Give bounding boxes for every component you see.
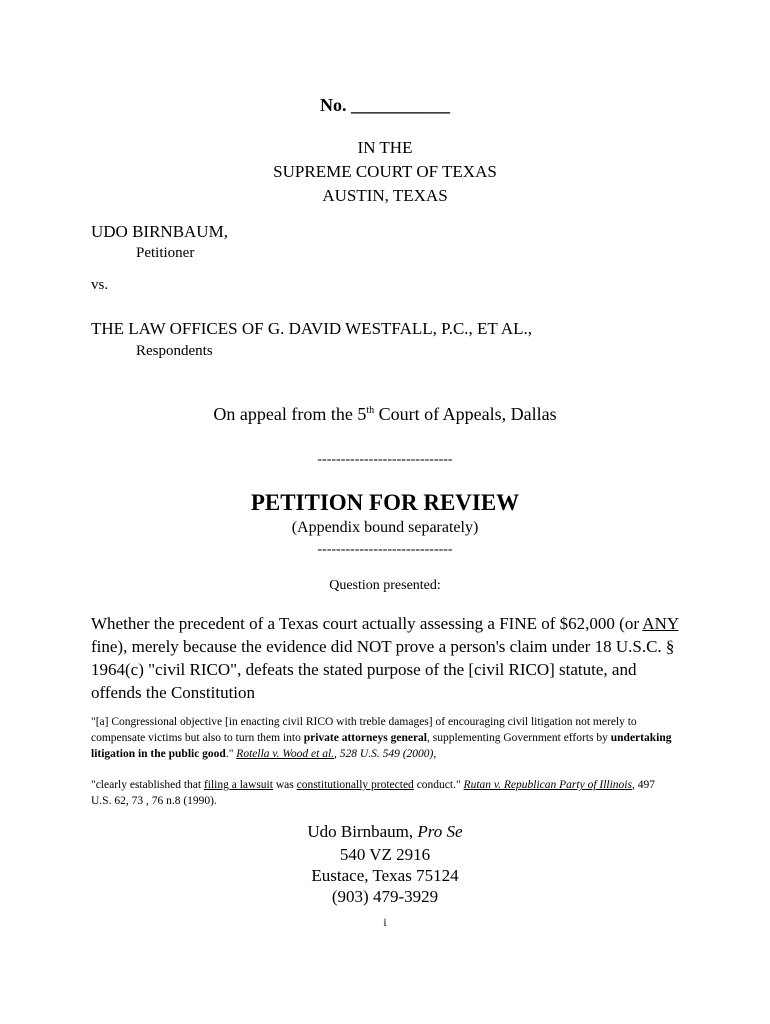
petitioner-name: UDO BIRNBAUM, xyxy=(91,222,228,241)
quote1-citation-rest: , 528 U.S. 549 (2000), xyxy=(334,748,437,760)
quote-rutan xyxy=(91,777,671,809)
document-subtitle: (Appendix bound separately) xyxy=(291,519,479,536)
question-label: Question presented: xyxy=(329,578,441,593)
quote1-bold-1: private attorneys general xyxy=(303,732,427,744)
court-line-1: IN THE xyxy=(357,138,413,157)
respondent-name: THE LAW OFFICES OF G. DAVID WESTFALL, P.C., ET AL., xyxy=(91,319,532,338)
divider-top: ----------------------------- xyxy=(317,452,453,467)
quote2-text-3: conduct." xyxy=(413,779,464,791)
appeal-suffix: Court of Appeals, Dallas xyxy=(374,404,557,424)
quote2-underline-2: constitutionally protected xyxy=(296,779,414,791)
quote2-text-1: "clearly established that xyxy=(91,779,204,791)
document-title: PETITION FOR REVIEW xyxy=(250,490,520,515)
court-line-2: SUPREME COURT OF TEXAS xyxy=(273,162,497,181)
quote-rotella xyxy=(91,714,681,762)
versus-label: vs. xyxy=(91,277,109,293)
case-number: No. ___________ xyxy=(320,95,450,115)
quote1-text-3: ." xyxy=(225,748,237,760)
question-part-1: Whether the precedent of a Texas court actually assessing a FINE of $62,000 (or xyxy=(91,614,643,633)
signature-name-line xyxy=(0,822,770,842)
quote2-citation-rest: , 497 U.S. 62, 73 , 76 n.8 (1990). xyxy=(91,779,655,807)
question-any: ANY xyxy=(642,614,679,633)
quote1-text-1: "[a] Congressional objective [in enacting civil RICO with treble damages] of encouraging civil litigation not merely to compensate victims but also to turn them into xyxy=(91,716,637,744)
signature-phone: (903) 479-3929 xyxy=(331,887,439,906)
signature-address: 540 VZ 2916 xyxy=(339,845,431,864)
court-line-3: AUSTIN, TEXAS xyxy=(322,186,448,205)
question-part-2: fine), merely because the evidence did NOT prove a person's claim under 18 U.S.C. § 1964(c) "civil RICO", defeats the stated purpose of the [civil RICO] statute, and offends the Constitution xyxy=(91,637,675,702)
question-text xyxy=(91,612,681,704)
quote1-text-2: , supplementing Government efforts by xyxy=(427,732,611,744)
appeal-line xyxy=(0,404,770,425)
signature-role: Pro Se xyxy=(417,822,463,841)
signature-city: Eustace, Texas 75124 xyxy=(311,866,459,885)
appeal-prefix: On appeal from the 5 xyxy=(213,404,367,424)
quote1-citation-name: Rotella v. Wood et al. xyxy=(236,748,335,760)
quote2-citation-name: Rutan v. Republican Party of Illinois xyxy=(463,779,632,791)
petitioner-role: Petitioner xyxy=(136,245,195,261)
quote2-text-2: was xyxy=(272,779,297,791)
respondent-role: Respondents xyxy=(136,343,213,359)
signature-name: Udo Birnbaum, xyxy=(307,822,418,841)
quote2-underline-1: filing a lawsuit xyxy=(203,779,273,791)
page-number: i xyxy=(383,917,387,929)
quote1-bold-2: undertaking litigation in the public good xyxy=(91,732,672,760)
divider-bottom: ----------------------------- xyxy=(317,542,453,557)
appeal-sup: th xyxy=(366,405,375,416)
